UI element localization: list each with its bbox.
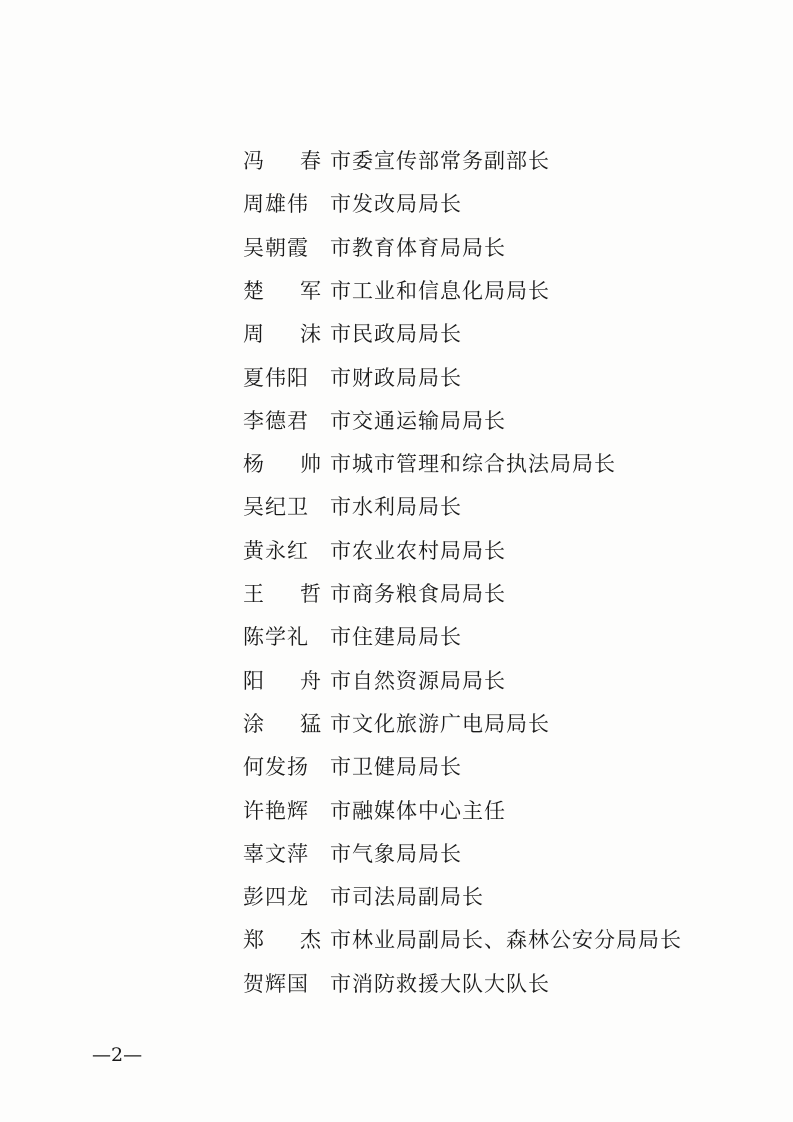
member-name: 涂 猛 bbox=[243, 711, 321, 736]
member-title: 市卫健局局长 bbox=[330, 755, 462, 780]
roster-row bbox=[243, 230, 506, 264]
member-name: 贺辉国 bbox=[243, 971, 309, 996]
roster-row bbox=[243, 619, 462, 653]
member-name: 楚 军 bbox=[243, 278, 321, 303]
member-title: 市委宣传部常务副部长 bbox=[330, 149, 550, 173]
member-name: 陈学礼 bbox=[243, 625, 309, 650]
member-title: 市工业和信息化局局长 bbox=[330, 278, 550, 303]
member-name: 辜文萍 bbox=[243, 841, 309, 866]
member-name: 阳 舟 bbox=[243, 668, 321, 693]
member-title: 市林业局副局长、森林公安分局局长 bbox=[330, 928, 682, 953]
member-name: 杨 帅 bbox=[243, 452, 321, 477]
roster-row bbox=[243, 143, 550, 177]
member-title: 市财政局局长 bbox=[330, 365, 462, 390]
member-title: 市住建局局长 bbox=[330, 625, 462, 650]
member-title: 市文化旅游广电局局长 bbox=[330, 711, 550, 736]
roster-row bbox=[243, 316, 462, 350]
member-name: 周 沫 bbox=[243, 322, 321, 347]
roster-row bbox=[243, 533, 506, 567]
roster-row bbox=[243, 403, 506, 437]
roster-row bbox=[243, 446, 616, 480]
member-title: 市城市管理和综合执法局局长 bbox=[330, 452, 616, 477]
member-name: 李德君 bbox=[243, 408, 309, 433]
member-name: 何发扬 bbox=[243, 755, 309, 780]
roster-row bbox=[243, 836, 462, 870]
roster-row bbox=[243, 966, 550, 1000]
member-name: 吴朝霞 bbox=[243, 235, 309, 260]
member-name: 黄永红 bbox=[243, 538, 309, 563]
member-name: 郑 杰 bbox=[243, 928, 321, 953]
member-name: 彭四龙 bbox=[243, 885, 309, 910]
member-name: 许艳辉 bbox=[243, 798, 309, 823]
member-name: 周雄伟 bbox=[243, 192, 309, 217]
roster-row bbox=[243, 749, 462, 783]
member-title: 市农业农村局局长 bbox=[330, 538, 506, 563]
roster-row bbox=[243, 706, 550, 740]
member-title: 市交通运输局局长 bbox=[330, 408, 506, 433]
member-title: 市商务粮食局局长 bbox=[330, 582, 506, 606]
member-name: 王 哲 bbox=[243, 582, 321, 606]
member-name: 冯 春 bbox=[243, 149, 321, 173]
member-title: 市发改局局长 bbox=[330, 192, 462, 217]
member-title: 市气象局局长 bbox=[330, 841, 462, 866]
member-title: 市融媒体中心主任 bbox=[330, 798, 506, 823]
member-title: 市水利局局长 bbox=[330, 495, 462, 520]
member-title: 市教育体育局局长 bbox=[330, 235, 506, 260]
member-title: 市消防救援大队大队长 bbox=[330, 971, 550, 996]
roster-row bbox=[243, 360, 462, 394]
roster-row bbox=[243, 879, 484, 913]
roster-row bbox=[243, 922, 682, 956]
page-number: —2— bbox=[92, 1044, 143, 1066]
member-title: 市民政局局长 bbox=[330, 322, 462, 347]
member-name: 夏伟阳 bbox=[243, 365, 309, 390]
roster-row bbox=[243, 663, 506, 697]
roster-row bbox=[243, 576, 506, 610]
roster-row bbox=[243, 186, 462, 220]
member-title: 市司法局副局长 bbox=[330, 885, 484, 910]
member-title: 市自然资源局局长 bbox=[330, 668, 506, 693]
roster-row bbox=[243, 489, 462, 523]
roster-row bbox=[243, 793, 506, 827]
roster-row bbox=[243, 273, 550, 307]
member-name: 吴纪卫 bbox=[243, 495, 309, 520]
